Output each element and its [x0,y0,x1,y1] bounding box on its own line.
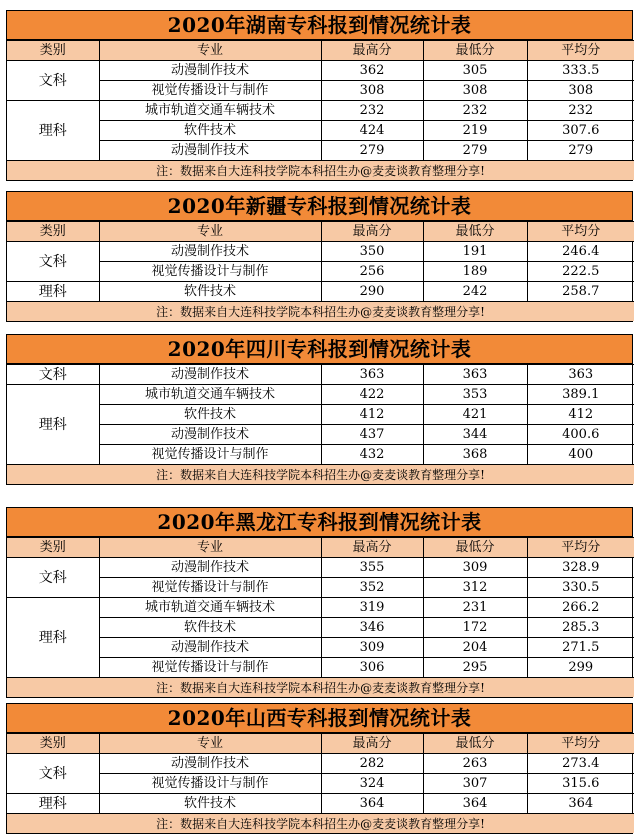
column-header: 最高分 [321,734,423,754]
major-cell: 城市轨道交通车辆技术 [99,385,321,405]
avg-score-cell: 258.7 [527,282,634,302]
column-header: 平均分 [527,734,634,754]
max-score-cell: 306 [321,658,423,678]
column-header: 专业 [99,538,321,558]
max-score-cell: 319 [321,598,423,618]
min-score-cell: 263 [423,754,527,774]
min-score-cell: 309 [423,558,527,578]
max-score-cell: 282 [321,754,423,774]
column-header: 平均分 [527,538,634,558]
table-title: 2020年四川专科报到情况统计表 [7,335,632,364]
max-score-cell: 437 [321,425,423,445]
table-row [7,794,634,814]
column-header: 专业 [99,222,321,242]
table-row [7,774,634,794]
table-row [7,282,634,302]
stats-table [7,221,634,321]
avg-score-cell: 271.5 [527,638,634,658]
source-note: 注：数据来自大连科技学院本科招生办@麦麦谈教育整理分享! [7,161,634,181]
column-header: 最低分 [423,222,527,242]
table-row [7,638,634,658]
avg-score-cell: 299 [527,658,634,678]
category-cell: 文科 [7,365,99,385]
max-score-cell: 424 [321,121,423,141]
min-score-cell: 189 [423,262,527,282]
major-cell: 视觉传播设计与制作 [99,81,321,101]
min-score-cell: 219 [423,121,527,141]
column-header: 类别 [7,734,99,754]
table-row [7,61,634,81]
note-row [7,678,634,698]
max-score-cell: 422 [321,385,423,405]
table-row [7,101,634,121]
category-cell: 理科 [7,794,99,814]
avg-score-cell: 363 [527,365,634,385]
source-note: 注：数据来自大连科技学院本科招生办@麦麦谈教育整理分享! [7,302,634,322]
major-cell: 动漫制作技术 [99,242,321,262]
min-score-cell: 232 [423,101,527,121]
table-title: 2020年黑龙江专科报到情况统计表 [7,508,632,537]
major-cell: 软件技术 [99,618,321,638]
header-row [7,41,634,61]
header-row [7,222,634,242]
avg-score-cell: 389.1 [527,385,634,405]
min-score-cell: 308 [423,81,527,101]
major-cell: 视觉传播设计与制作 [99,262,321,282]
column-header: 类别 [7,222,99,242]
min-score-cell: 421 [423,405,527,425]
note-row [7,465,634,485]
avg-score-cell: 364 [527,794,634,814]
column-header: 专业 [99,734,321,754]
table-row [7,558,634,578]
column-header: 专业 [99,41,321,61]
major-cell: 视觉传播设计与制作 [99,658,321,678]
category-cell: 文科 [7,242,99,282]
table-row [7,658,634,678]
max-score-cell: 279 [321,141,423,161]
stats-table-block [6,334,633,485]
avg-score-cell: 412 [527,405,634,425]
max-score-cell: 352 [321,578,423,598]
max-score-cell: 355 [321,558,423,578]
stats-table-block [6,191,633,322]
min-score-cell: 307 [423,774,527,794]
stats-table-block [6,10,633,181]
min-score-cell: 231 [423,598,527,618]
category-cell: 文科 [7,754,99,794]
table-title: 2020年山西专科报到情况统计表 [7,704,632,733]
table-row [7,754,634,774]
min-score-cell: 279 [423,141,527,161]
major-cell: 动漫制作技术 [99,61,321,81]
column-header: 最低分 [423,734,527,754]
max-score-cell: 290 [321,282,423,302]
avg-score-cell: 246.4 [527,242,634,262]
table-title: 2020年湖南专科报到情况统计表 [7,11,632,40]
major-cell: 城市轨道交通车辆技术 [99,598,321,618]
min-score-cell: 204 [423,638,527,658]
avg-score-cell: 315.6 [527,774,634,794]
category-cell: 文科 [7,558,99,598]
table-row [7,121,634,141]
major-cell: 视觉传播设计与制作 [99,774,321,794]
min-score-cell: 242 [423,282,527,302]
stats-table [7,40,634,180]
source-note: 注：数据来自大连科技学院本科招生办@麦麦谈教育整理分享! [7,678,634,698]
min-score-cell: 368 [423,445,527,465]
column-header: 最低分 [423,538,527,558]
table-row [7,445,634,465]
table-row [7,618,634,638]
table-row [7,242,634,262]
min-score-cell: 363 [423,365,527,385]
avg-score-cell: 400 [527,445,634,465]
category-cell: 理科 [7,282,99,302]
major-cell: 软件技术 [99,121,321,141]
min-score-cell: 364 [423,794,527,814]
major-cell: 视觉传播设计与制作 [99,445,321,465]
max-score-cell: 309 [321,638,423,658]
table-row [7,598,634,618]
avg-score-cell: 308 [527,81,634,101]
major-cell: 动漫制作技术 [99,365,321,385]
header-row [7,734,634,754]
stats-table-block [6,703,633,834]
min-score-cell: 344 [423,425,527,445]
category-cell: 文科 [7,61,99,101]
note-row [7,161,634,181]
max-score-cell: 350 [321,242,423,262]
max-score-cell: 256 [321,262,423,282]
max-score-cell: 308 [321,81,423,101]
table-row [7,425,634,445]
column-header: 最高分 [321,538,423,558]
major-cell: 动漫制作技术 [99,558,321,578]
table-row [7,81,634,101]
stats-table [7,364,634,484]
table-row [7,405,634,425]
category-cell: 理科 [7,101,99,161]
avg-score-cell: 307.6 [527,121,634,141]
column-header: 类别 [7,41,99,61]
note-row [7,302,634,322]
max-score-cell: 346 [321,618,423,638]
avg-score-cell: 273.4 [527,754,634,774]
category-cell: 理科 [7,385,99,465]
avg-score-cell: 222.5 [527,262,634,282]
avg-score-cell: 279 [527,141,634,161]
stats-table [7,537,634,697]
table-row [7,578,634,598]
major-cell: 动漫制作技术 [99,425,321,445]
column-header: 平均分 [527,222,634,242]
major-cell: 软件技术 [99,794,321,814]
min-score-cell: 305 [423,61,527,81]
avg-score-cell: 330.5 [527,578,634,598]
avg-score-cell: 333.5 [527,61,634,81]
min-score-cell: 191 [423,242,527,262]
avg-score-cell: 232 [527,101,634,121]
avg-score-cell: 285.3 [527,618,634,638]
table-row [7,365,634,385]
table-title: 2020年新疆专科报到情况统计表 [7,192,632,221]
avg-score-cell: 266.2 [527,598,634,618]
major-cell: 动漫制作技术 [99,141,321,161]
major-cell: 软件技术 [99,282,321,302]
min-score-cell: 295 [423,658,527,678]
max-score-cell: 432 [321,445,423,465]
source-note: 注：数据来自大连科技学院本科招生办@麦麦谈教育整理分享! [7,465,634,485]
header-row [7,538,634,558]
note-row [7,814,634,834]
major-cell: 动漫制作技术 [99,754,321,774]
stats-table [7,733,634,833]
table-row [7,262,634,282]
column-header: 最高分 [321,41,423,61]
major-cell: 软件技术 [99,405,321,425]
table-row [7,141,634,161]
max-score-cell: 363 [321,365,423,385]
column-header: 类别 [7,538,99,558]
max-score-cell: 232 [321,101,423,121]
column-header: 最低分 [423,41,527,61]
source-note: 注：数据来自大连科技学院本科招生办@麦麦谈教育整理分享! [7,814,634,834]
table-row [7,385,634,405]
min-score-cell: 353 [423,385,527,405]
min-score-cell: 172 [423,618,527,638]
column-header: 最高分 [321,222,423,242]
major-cell: 城市轨道交通车辆技术 [99,101,321,121]
max-score-cell: 412 [321,405,423,425]
min-score-cell: 312 [423,578,527,598]
max-score-cell: 324 [321,774,423,794]
max-score-cell: 362 [321,61,423,81]
max-score-cell: 364 [321,794,423,814]
category-cell: 理科 [7,598,99,678]
column-header: 平均分 [527,41,634,61]
major-cell: 视觉传播设计与制作 [99,578,321,598]
avg-score-cell: 400.6 [527,425,634,445]
avg-score-cell: 328.9 [527,558,634,578]
major-cell: 动漫制作技术 [99,638,321,658]
stats-table-block [6,507,633,698]
